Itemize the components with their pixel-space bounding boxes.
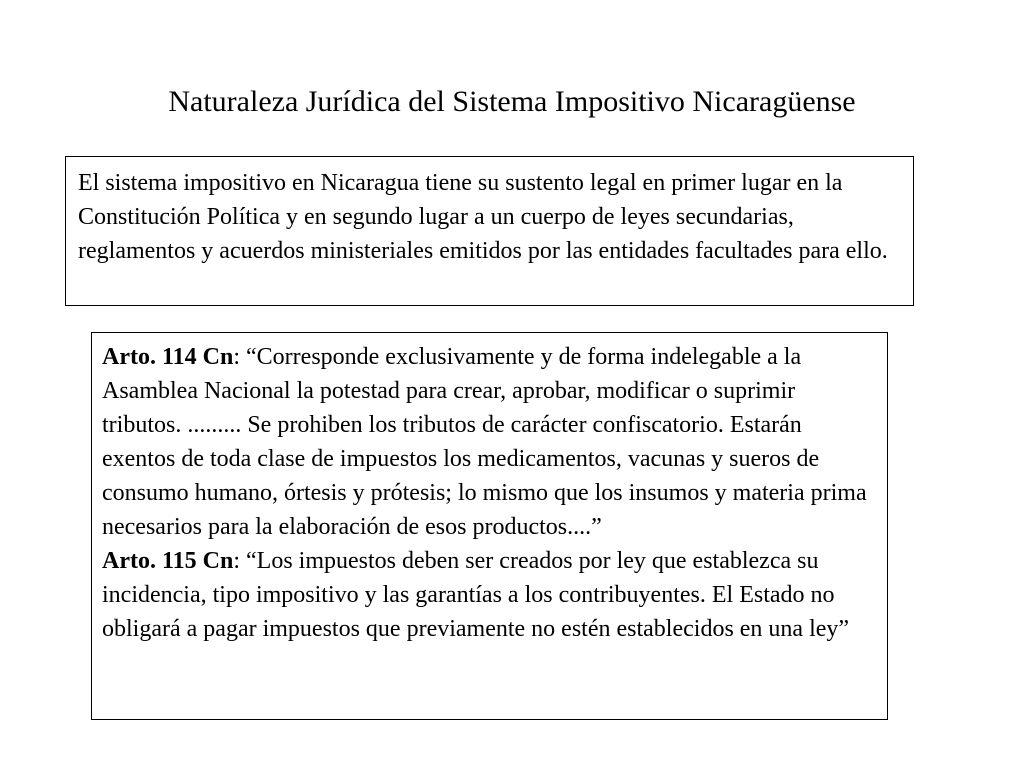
article-114-label: Arto. 114 Cn: [102, 344, 234, 370]
article-114-separator: :: [233, 344, 247, 370]
articles-box: [91, 332, 888, 720]
intro-box: [65, 156, 914, 306]
article-114-text: “Corresponde exclusivamente y de forma indelegable a la Asamblea Nacional la potestad para crear, aprobar, modificar o suprimir tributos. ......... Se prohiben los tributos de carácter confiscatorio. Estarán exentos de toda clase de impuestos los medicamentos, vacunas y sueros de consumo humano, órtesis y prótesis; lo mismo que los insumos y materia prima necesarios para la elaboración de esos productos....”: [102, 344, 867, 540]
article-115-separator: :: [233, 548, 247, 574]
slide-title: Naturaleza Jurídica del Sistema Impositivo Nicaragüense: [168, 85, 856, 118]
article-115-label: Arto. 115 Cn: [102, 548, 234, 574]
article-115: [102, 544, 879, 646]
intro-text: El sistema impositivo en Nicaragua tiene su sustento legal en primer lugar en la Constitución Política y en segundo lugar a un cuerpo de leyes secundarias, reglamentos y acuerdos ministeriales emitidos por las entidades facultades para ello.: [78, 170, 888, 264]
article-114: [102, 340, 879, 544]
article-115-text: “Los impuestos deben ser creados por ley que establezca su incidencia, tipo impositivo y las garantías a los contribuyentes. El Estado no obligará a pagar impuestos que previamente no estén establecidos en una ley”: [102, 548, 850, 642]
